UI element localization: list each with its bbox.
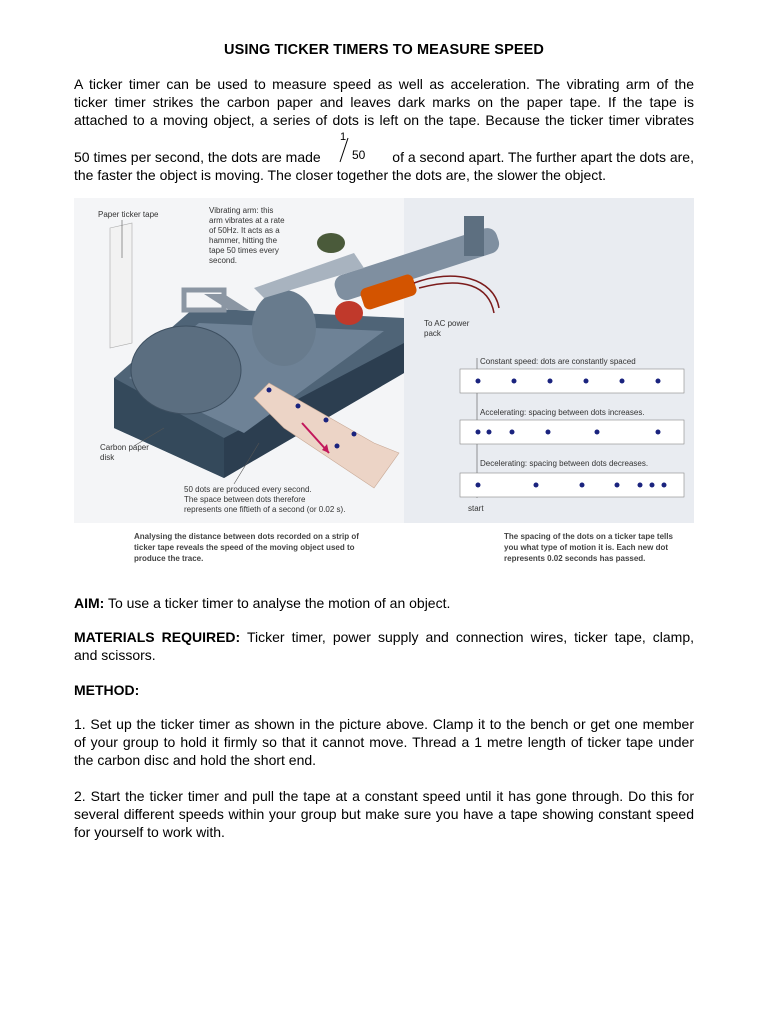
caption-left-3: produce the trace. [134, 554, 204, 563]
intro-line-2: ticker timer strikes the carbon paper and leaves dark marks on the paper tape. If the tape is [74, 94, 694, 110]
label-carbon-2: disk [100, 453, 115, 462]
page-title: USING TICKER TIMERS TO MEASURE SPEED [224, 42, 544, 58]
label-arm-6: second. [209, 256, 238, 265]
materials-text: Ticker timer, power supply and connection wires, ticker tape, clamp, [240, 629, 694, 645]
aim-line [74, 594, 694, 612]
method-step2-line-2: several different speeds within your group but make sure you have a tape showing constant speed [74, 806, 694, 822]
method-step2-line-3: for yourself to work with. [74, 824, 225, 840]
label-dots-3: represents one fiftieth of a second (or 0.02 s). [184, 505, 346, 514]
svg-text:Constant speed: dots are const: Constant speed: dots are constantly spaced [480, 357, 636, 366]
aim-label: AIM: [74, 595, 105, 611]
label-arm-4: hammer, hitting the [209, 236, 278, 245]
intro-line-4-start: 50 times per second, the dots are made [74, 149, 321, 165]
intro-line-3: attached to a moving object, a series of dots is left on the tape. Because the ticker timer vibrates [74, 112, 694, 128]
caption-left-1: Analysing the distance between dots recorded on a strip of [134, 532, 359, 541]
svg-text:Accelerating: spacing between: Accelerating: spacing between dots increases. [480, 408, 645, 417]
label-arm-1: Vibrating arm: this [209, 206, 274, 215]
caption-right-1: The spacing of the dots on a ticker tape tells [504, 532, 673, 541]
aim-text: To use a ticker timer to analyse the motion of an object. [104, 595, 451, 611]
method-step2-line-1: 2. Start the ticker timer and pull the tape at a constant speed until it has gone through. Do this for [74, 788, 694, 804]
clamp-screw [317, 233, 345, 253]
materials-label: MATERIALS REQUIRED: [74, 629, 241, 645]
materials-line-2: and scissors. [74, 647, 156, 663]
caption-right-2: you what type of motion it is. Each new dot [504, 543, 669, 552]
intro-line-5: the faster the object is moving. The closer together the dots are, the slower the object. [74, 167, 607, 183]
label-power-2: pack [424, 329, 441, 338]
label-paper-tape: Paper ticker tape [98, 210, 159, 219]
label-dots-1: 50 dots are produced every second. [184, 485, 312, 494]
intro-line-1: A ticker timer can be used to measure speed as well as acceleration. The vibrating arm of the [74, 76, 694, 92]
label-start: start [468, 504, 484, 513]
carbon-disk [131, 326, 241, 414]
roller [252, 290, 316, 366]
method-step1-line-1: 1. Set up the ticker timer as shown in the picture above. Clamp it to the bench or get one member [74, 716, 694, 732]
svg-text:Decelerating: spacing between: Decelerating: spacing between dots decreases. [480, 459, 649, 468]
label-carbon-1: Carbon paper [100, 443, 149, 452]
label-arm-5: tape 50 times every [209, 246, 279, 255]
label-power-1: To AC power [424, 319, 470, 328]
method-label: METHOD: [74, 682, 140, 698]
ticker-timer-figure [74, 198, 694, 570]
coil-front [335, 301, 363, 325]
caption-right-3: represents 0.02 seconds has passed. [504, 554, 646, 563]
fraction-denominator: 50 [352, 148, 366, 162]
materials-line-1 [74, 628, 694, 646]
label-dots-2: The space between dots therefore [184, 495, 306, 504]
method-step1-line-3: the carbon disc and hold the short end. [74, 752, 317, 768]
method-step1-line-2: of your group to hold it firmly so that it cannot move. Thread a 1 metre length of ticker tape under [74, 734, 694, 750]
label-arm-2: arm vibrates at a rate [209, 216, 285, 225]
caption-left-2: ticker tape reveals the speed of the moving object used to [134, 543, 355, 552]
label-arm-3: of 50Hz. It acts as a [209, 226, 280, 235]
intro-line-4-end: of a second apart. The further apart the dots are, [392, 149, 694, 165]
fraction-numerator: 1 [340, 131, 347, 143]
